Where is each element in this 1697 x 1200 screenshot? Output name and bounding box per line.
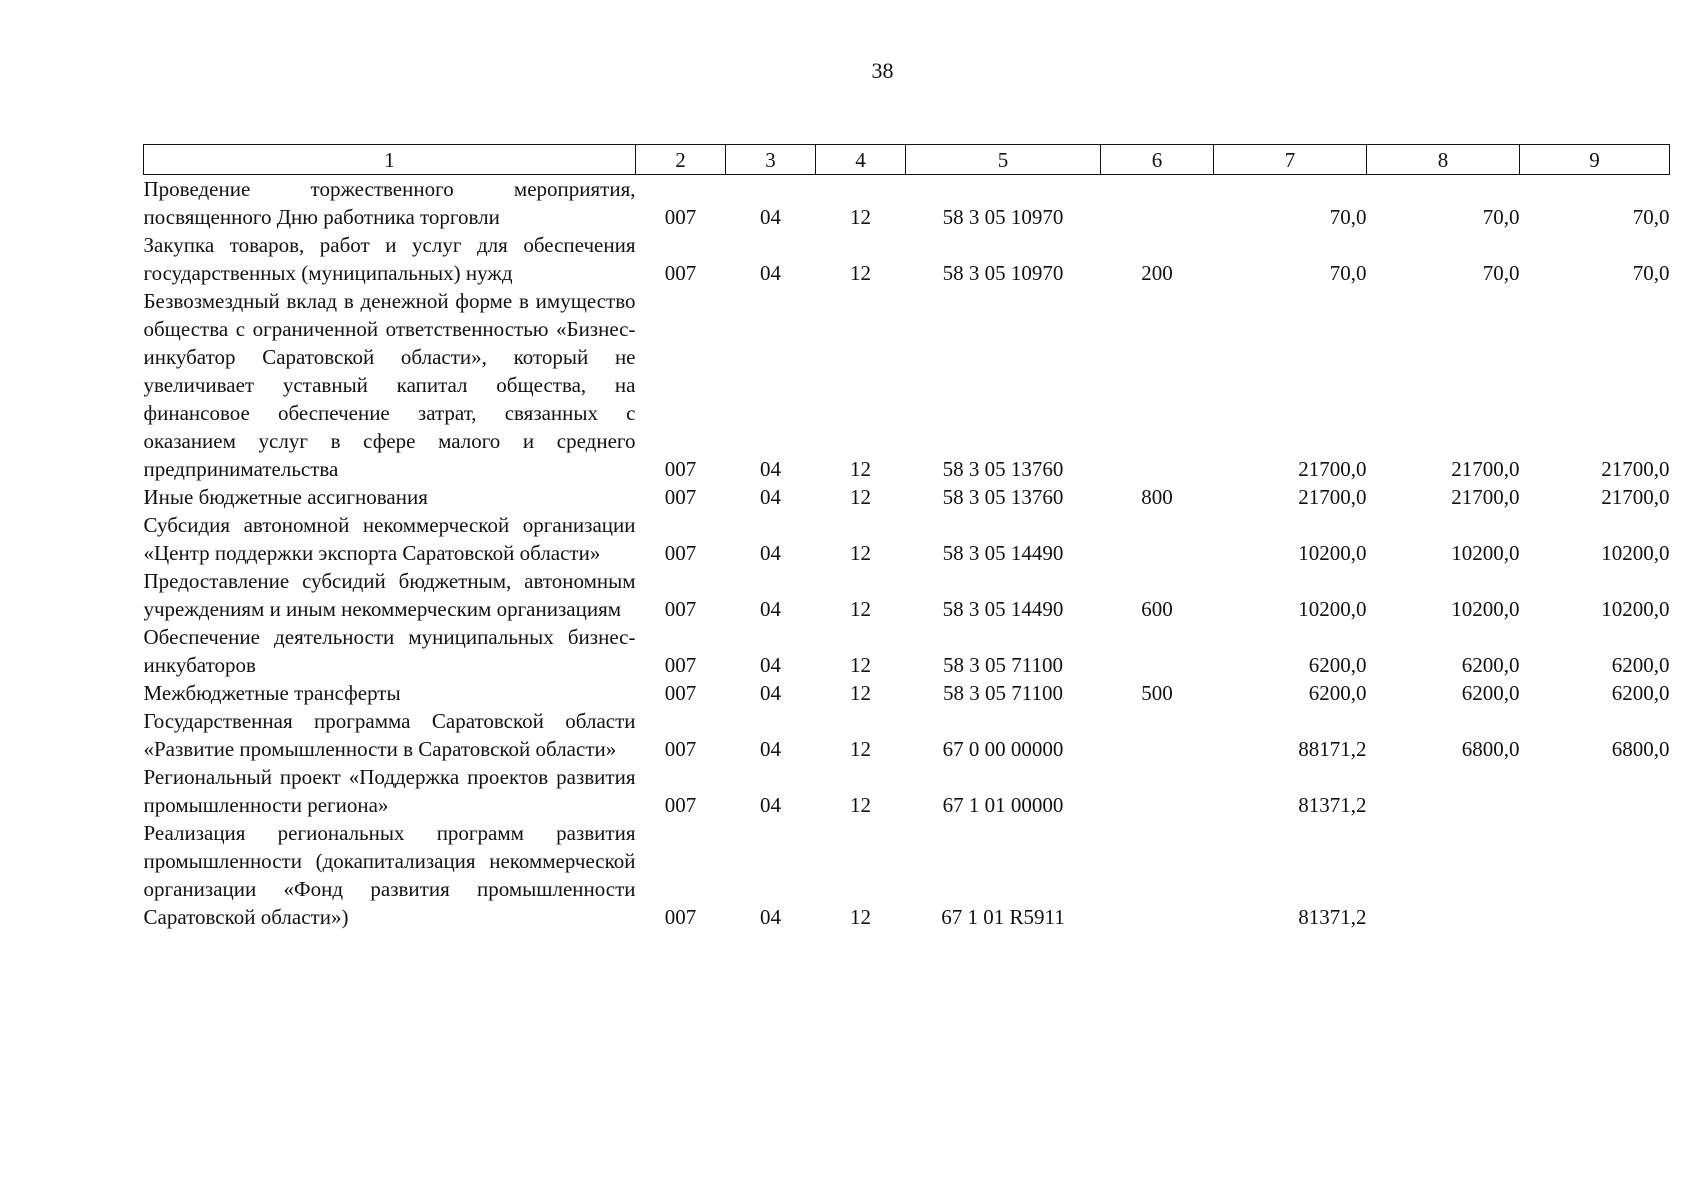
row-description: Региональный проект «Поддержка проектов развития промышленности региона» [143, 765, 636, 817]
cell-code-6: 200 [1141, 261, 1173, 285]
cell-code-5: 58 3 05 14490 [942, 597, 1064, 621]
cell-code-3: 04 [760, 793, 781, 817]
header-cell: 8 [1367, 145, 1520, 175]
row-description: Субсидия автономной некоммерческой организации «Центр поддержки экспорта Саратовской области» [143, 513, 636, 565]
cell-code-6 [1101, 511, 1214, 567]
cell-code-6 [1101, 819, 1214, 931]
row-description: Проведение торжественного мероприятия, посвященного Дню работника торговли [143, 177, 636, 229]
cell-amount-9: 6200,0 [1611, 681, 1670, 705]
cell-code-5: 67 1 01 R5911 [941, 905, 1065, 929]
cell-code-4: 12 [850, 653, 871, 677]
row-description: Государственная программа Саратовской области «Развитие промышленности в Саратовской области» [143, 709, 636, 761]
header-cell: 3 [726, 145, 816, 175]
cell-amount-7: 81371,2 [1298, 905, 1367, 929]
cell-code-5: 58 3 05 13760 [942, 457, 1064, 481]
header-cell: 6 [1101, 145, 1214, 175]
cell-amount-9 [1520, 819, 1670, 931]
row-description: Иные бюджетные ассигнования [143, 485, 428, 509]
table-row [144, 763, 1670, 819]
cell-amount-7: 81371,2 [1298, 793, 1367, 817]
cell-code-3: 04 [760, 905, 781, 929]
cell-amount-8: 6200,0 [1461, 653, 1520, 677]
cell-amount-8: 10200,0 [1451, 597, 1520, 621]
cell-code-5: 58 3 05 10970 [942, 205, 1064, 229]
header-cell: 1 [144, 145, 636, 175]
cell-code-4: 12 [850, 457, 871, 481]
header-cell: 4 [816, 145, 906, 175]
cell-amount-7: 10200,0 [1298, 541, 1367, 565]
cell-code-2: 007 [664, 793, 697, 817]
cell-code-3: 04 [760, 737, 781, 761]
cell-amount-8: 10200,0 [1451, 541, 1520, 565]
cell-code-6: 800 [1141, 485, 1173, 509]
cell-amount-7: 6200,0 [1308, 681, 1367, 705]
cell-code-5: 58 3 05 10970 [942, 261, 1064, 285]
cell-code-6: 500 [1141, 681, 1173, 705]
cell-code-3: 04 [760, 541, 781, 565]
cell-code-2: 007 [664, 485, 697, 509]
cell-amount-9: 70,0 [1632, 261, 1670, 285]
cell-amount-8: 21700,0 [1451, 457, 1520, 481]
cell-code-6: 600 [1141, 597, 1173, 621]
cell-amount-7: 10200,0 [1298, 597, 1367, 621]
table-row [144, 287, 1670, 483]
cell-code-2: 007 [664, 737, 697, 761]
cell-code-3: 04 [760, 457, 781, 481]
cell-code-2: 007 [664, 597, 697, 621]
table-row [144, 819, 1670, 931]
row-description: Закупка товаров, работ и услуг для обеспечения государственных (муниципальных) нужд [143, 233, 636, 285]
cell-code-4: 12 [850, 681, 871, 705]
table-row [144, 679, 1670, 707]
cell-code-3: 04 [760, 485, 781, 509]
cell-code-4: 12 [850, 485, 871, 509]
cell-amount-8: 70,0 [1482, 205, 1520, 229]
cell-code-3: 04 [760, 597, 781, 621]
cell-amount-7: 70,0 [1329, 205, 1367, 229]
header-cell: 9 [1520, 145, 1670, 175]
cell-amount-8: 70,0 [1482, 261, 1520, 285]
row-description: Безвозмездный вклад в денежной форме в имущество общества с ограниченной ответственностью «Бизнес-инкубатор Саратовской области», который не увеличивает уставный капитал общества, на финансовое обеспечение затрат, связанных с оказанием услуг в сфере малого и среднего предпринимательства [143, 289, 636, 481]
row-description: Обеспечение деятельности муниципальных бизнес-инкубаторов [143, 625, 636, 677]
table-row [144, 511, 1670, 567]
cell-amount-7: 6200,0 [1308, 653, 1367, 677]
header-cell: 5 [906, 145, 1101, 175]
cell-code-6 [1101, 623, 1214, 679]
header-row [144, 145, 1670, 175]
cell-code-5: 67 1 01 00000 [942, 793, 1064, 817]
table-row [144, 231, 1670, 287]
table-row [144, 175, 1670, 232]
cell-amount-7: 88171,2 [1298, 737, 1367, 761]
cell-amount-9: 21700,0 [1601, 457, 1670, 481]
cell-code-2: 007 [664, 681, 697, 705]
table-row [144, 567, 1670, 623]
cell-code-2: 007 [664, 653, 697, 677]
row-description: Межбюджетные трансферты [143, 681, 401, 705]
cell-code-2: 007 [664, 541, 697, 565]
cell-code-6 [1101, 175, 1214, 232]
cell-amount-7: 21700,0 [1298, 485, 1367, 509]
cell-code-4: 12 [850, 261, 871, 285]
cell-code-6 [1101, 763, 1214, 819]
cell-code-2: 007 [664, 205, 697, 229]
cell-amount-8: 6200,0 [1461, 681, 1520, 705]
cell-code-5: 58 3 05 13760 [942, 485, 1064, 509]
cell-code-4: 12 [850, 793, 871, 817]
row-description: Предоставление субсидий бюджетным, автономным учреждениям и иным некоммерческим организациям [143, 569, 636, 621]
cell-amount-7: 21700,0 [1298, 457, 1367, 481]
cell-code-3: 04 [760, 205, 781, 229]
cell-amount-8: 6800,0 [1461, 737, 1520, 761]
cell-amount-9: 6200,0 [1611, 653, 1670, 677]
cell-code-4: 12 [850, 737, 871, 761]
cell-amount-9: 10200,0 [1601, 541, 1670, 565]
cell-code-3: 04 [760, 261, 781, 285]
page-number: 38 [871, 58, 894, 83]
table-row [144, 483, 1670, 511]
cell-amount-9: 6800,0 [1611, 737, 1670, 761]
cell-code-5: 58 3 05 71100 [943, 653, 1063, 677]
cell-code-5: 58 3 05 71100 [943, 681, 1063, 705]
cell-amount-8: 21700,0 [1451, 485, 1520, 509]
header-cell: 2 [636, 145, 726, 175]
cell-code-5: 67 0 00 00000 [942, 737, 1064, 761]
cell-code-4: 12 [850, 597, 871, 621]
cell-amount-9 [1520, 763, 1670, 819]
cell-amount-9: 10200,0 [1601, 597, 1670, 621]
cell-code-2: 007 [664, 905, 697, 929]
cell-code-6 [1101, 707, 1214, 763]
table-row [144, 623, 1670, 679]
cell-code-2: 007 [664, 261, 697, 285]
header-cell: 7 [1214, 145, 1367, 175]
cell-code-2: 007 [664, 457, 697, 481]
cell-code-4: 12 [850, 541, 871, 565]
cell-amount-8 [1367, 763, 1520, 819]
cell-code-4: 12 [850, 205, 871, 229]
table-row [144, 707, 1670, 763]
cell-code-6 [1101, 287, 1214, 483]
cell-amount-7: 70,0 [1329, 261, 1367, 285]
cell-code-4: 12 [850, 905, 871, 929]
cell-amount-9: 70,0 [1632, 205, 1670, 229]
cell-code-3: 04 [760, 681, 781, 705]
cell-code-5: 58 3 05 14490 [942, 541, 1064, 565]
cell-amount-8 [1367, 819, 1520, 931]
cell-amount-9: 21700,0 [1601, 485, 1670, 509]
cell-code-3: 04 [760, 653, 781, 677]
row-description: Реализация региональных программ развития промышленности (докапитализация некоммерческой организации «Фонд развития промышленности Саратовской области») [143, 821, 636, 929]
budget-table [143, 144, 1670, 931]
